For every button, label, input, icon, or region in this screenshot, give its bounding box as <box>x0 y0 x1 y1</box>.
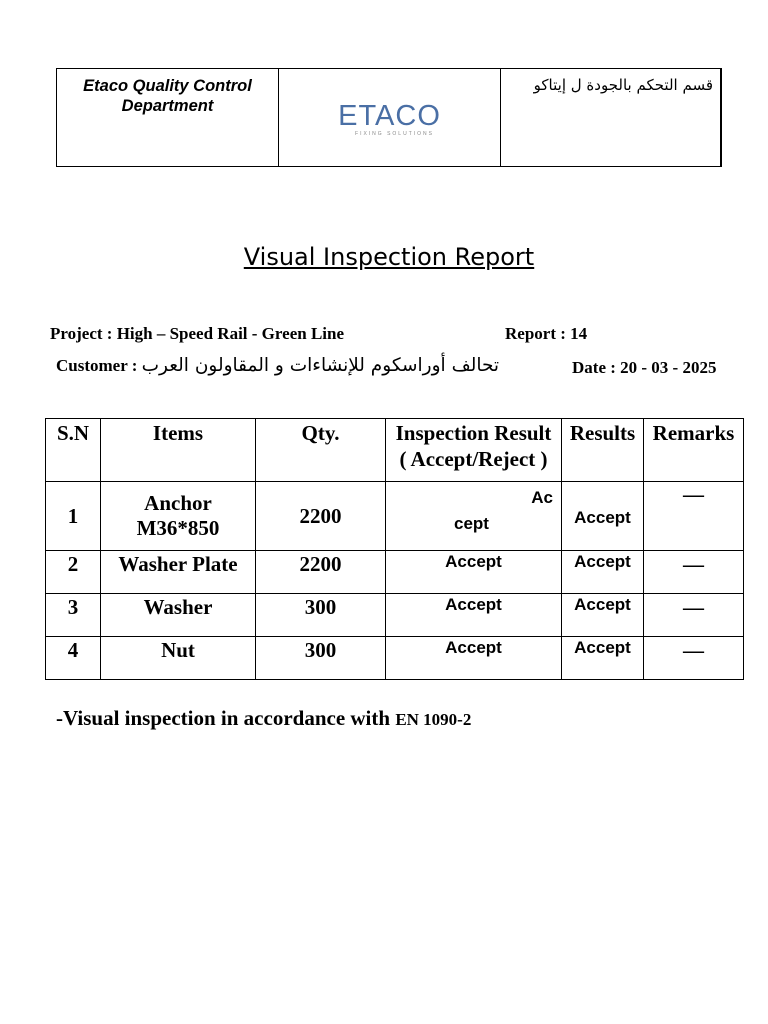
inspection-note <box>56 706 471 731</box>
cell-inspection-line1: Ac <box>531 488 553 507</box>
logo-cell <box>279 69 501 167</box>
cell-item-line1: Anchor <box>144 491 212 515</box>
cell-inspection: Accept <box>386 637 562 680</box>
header-inspection-result-line2: ( Accept/Reject ) <box>399 447 548 471</box>
table-row <box>46 637 744 680</box>
note-text: -Visual inspection in accordance with <box>56 706 391 730</box>
cell-sn: 1 <box>46 482 101 551</box>
customer-label: Customer : <box>56 356 138 375</box>
cell-qty: 300 <box>256 594 386 637</box>
etaco-logo <box>338 99 441 137</box>
cell-remarks: — <box>644 594 744 637</box>
project-line: Project : High – Speed Rail - Green Line <box>50 324 345 343</box>
cell-result: Accept <box>562 594 644 637</box>
cell-result: Accept <box>562 637 644 680</box>
cell-inspection: Accept <box>386 551 562 594</box>
cell-remarks: — <box>644 551 744 594</box>
header-inspection-result-line1: Inspection Result <box>395 421 552 445</box>
cell-inspection: Accept <box>386 594 562 637</box>
table-row <box>46 482 744 551</box>
cell-sn: 2 <box>46 551 101 594</box>
cell-qty: 300 <box>256 637 386 680</box>
cell-qty: 2200 <box>256 551 386 594</box>
cell-item: Washer Plate <box>101 551 256 594</box>
cell-remarks: — <box>644 482 744 551</box>
logo-tagline: FIXING SOLUTIONS <box>355 130 434 137</box>
header-items: Items <box>101 419 256 482</box>
cell-result: Accept <box>562 482 644 551</box>
logo-text: ETACO <box>338 99 441 132</box>
inspection-table <box>45 418 744 680</box>
table-row <box>46 594 744 637</box>
cell-item: Nut <box>101 637 256 680</box>
header-inspection-result <box>386 419 562 482</box>
cell-sn: 4 <box>46 637 101 680</box>
note-standard: EN 1090-2 <box>395 710 472 729</box>
customer-line <box>56 355 499 376</box>
table-header-row <box>46 419 744 482</box>
table-row <box>46 551 744 594</box>
report-title: Visual Inspection Report <box>243 243 535 271</box>
cell-result: Accept <box>562 551 644 594</box>
cell-remarks: — <box>644 637 744 680</box>
header-results: Results <box>562 419 644 482</box>
report-number: Report : 14 <box>505 324 588 343</box>
department-name-ar: قسم التحكم بالجودة ل إيتاكو <box>501 69 722 167</box>
department-name-en: Etaco Quality Control Department <box>57 69 279 167</box>
customer-value: تحالف أوراسكوم للإنشاءات و المقاولون العرب <box>141 355 500 376</box>
header-table <box>56 68 722 167</box>
cell-sn: 3 <box>46 594 101 637</box>
cell-item-line2: M36*850 <box>136 516 220 540</box>
cell-qty: 2200 <box>256 482 386 551</box>
cell-item <box>101 482 256 551</box>
report-date: Date : 20 - 03 - 2025 <box>572 358 717 377</box>
header-remarks: Remarks <box>644 419 744 482</box>
cell-inspection <box>386 482 562 551</box>
cell-item: Washer <box>101 594 256 637</box>
header-qty: Qty. <box>256 419 386 482</box>
cell-inspection-line2: cept <box>454 514 489 533</box>
header-sn: S.N <box>46 419 101 482</box>
